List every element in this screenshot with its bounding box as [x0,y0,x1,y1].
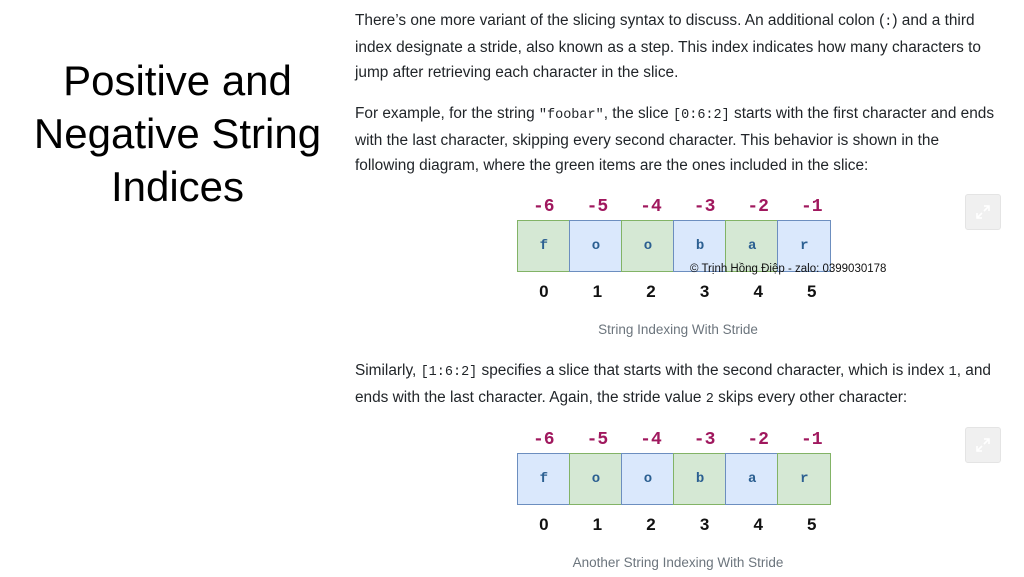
positive-index: 0 [539,282,549,301]
p3-code-stride: 2 [705,392,714,407]
p2-code-foobar: "foobar" [538,108,604,123]
p1-code-colon: : [884,15,893,30]
char-box: a [725,453,779,505]
negative-index: -4 [640,197,662,217]
char-box: r [777,220,831,272]
p2-text-3: starts with the first character and ends with the last character, skipping every second character. This behavior is shown in the following diagram, where the green items are the ones included in the slice: [355,105,995,174]
negative-index: -1 [800,197,823,217]
negative-index: -6 [532,430,555,450]
expand-icon [975,437,991,453]
positive-index: 2 [646,282,656,301]
positive-index: 1 [592,515,603,534]
negative-index: -3 [693,197,716,217]
p3-code-slice: [1:6:2] [420,365,478,380]
p3-text-2: specifies a slice that starts with the second character, which is index [477,362,949,379]
char-box-row [517,453,839,505]
slide-title-line-2: Negative String [33,110,322,157]
negative-index-row [517,195,839,219]
expand-icon [975,204,991,220]
paragraph-stride-intro [355,8,1003,85]
positive-index: 2 [646,515,656,534]
negative-index: -5 [586,197,609,217]
slide-title [20,54,335,213]
slide-title-line-3: Indices [110,163,245,210]
char-box: b [673,220,727,272]
stride-diagram-2 [517,428,839,537]
positive-index-row [517,272,839,304]
positive-index: 3 [699,282,710,301]
positive-index-row [517,505,839,537]
negative-index: -4 [640,430,662,450]
char-box: o [569,453,623,505]
char-box: o [621,453,675,505]
negative-index-row [517,428,839,452]
p2-text-2: , the slice [603,105,674,122]
char-box: f [517,220,571,272]
char-box: a [725,220,779,272]
positive-index: 5 [807,282,817,301]
positive-index: 5 [807,515,817,534]
char-box: r [777,453,831,505]
slide-title-line-1: Positive and [63,57,292,104]
negative-index: -1 [800,430,823,450]
paragraph-example [355,101,1003,178]
p2-code-slice: [0:6:2] [673,108,730,123]
positive-index: 0 [539,515,549,534]
positive-index: 1 [592,282,603,301]
negative-index: -5 [586,430,609,450]
p3-text-3: , and ends with the last character. Again, the stride value [355,362,991,406]
char-box: o [621,220,675,272]
char-box: b [673,453,727,505]
paragraph-second-example [355,358,1003,412]
p1-text-1: There’s one more variant of the slicing syntax to discuss. An additional colon ( [355,12,885,29]
char-box: o [569,220,623,272]
stride-diagram-1 [517,195,839,304]
p3-text-1: Similarly, [355,362,421,379]
negative-index: -2 [747,430,769,450]
p1-text-2: ) and a third index designate a stride, also known as a step. This index indicates how many characters to jump after retrieving each character in the slice. [355,12,981,81]
p3-code-index: 1 [948,365,957,380]
diagram-caption-2: Another String Indexing With Stride [572,555,784,570]
diagram-caption-1: String Indexing With Stride [598,322,758,337]
p2-text-1: For example, for the string [355,105,539,122]
positive-index: 4 [753,515,763,534]
char-box: f [517,453,571,505]
positive-index: 3 [699,515,710,534]
expand-button[interactable] [965,427,1001,463]
negative-index: -2 [747,197,769,217]
negative-index: -6 [532,197,555,217]
p3-text-4: skips every other character: [713,389,908,406]
expand-button[interactable] [965,194,1001,230]
positive-index: 4 [753,282,763,301]
negative-index: -3 [693,430,716,450]
watermark: © Trịnh Hồng Điệp - zalo: 0399030178 [690,263,887,275]
